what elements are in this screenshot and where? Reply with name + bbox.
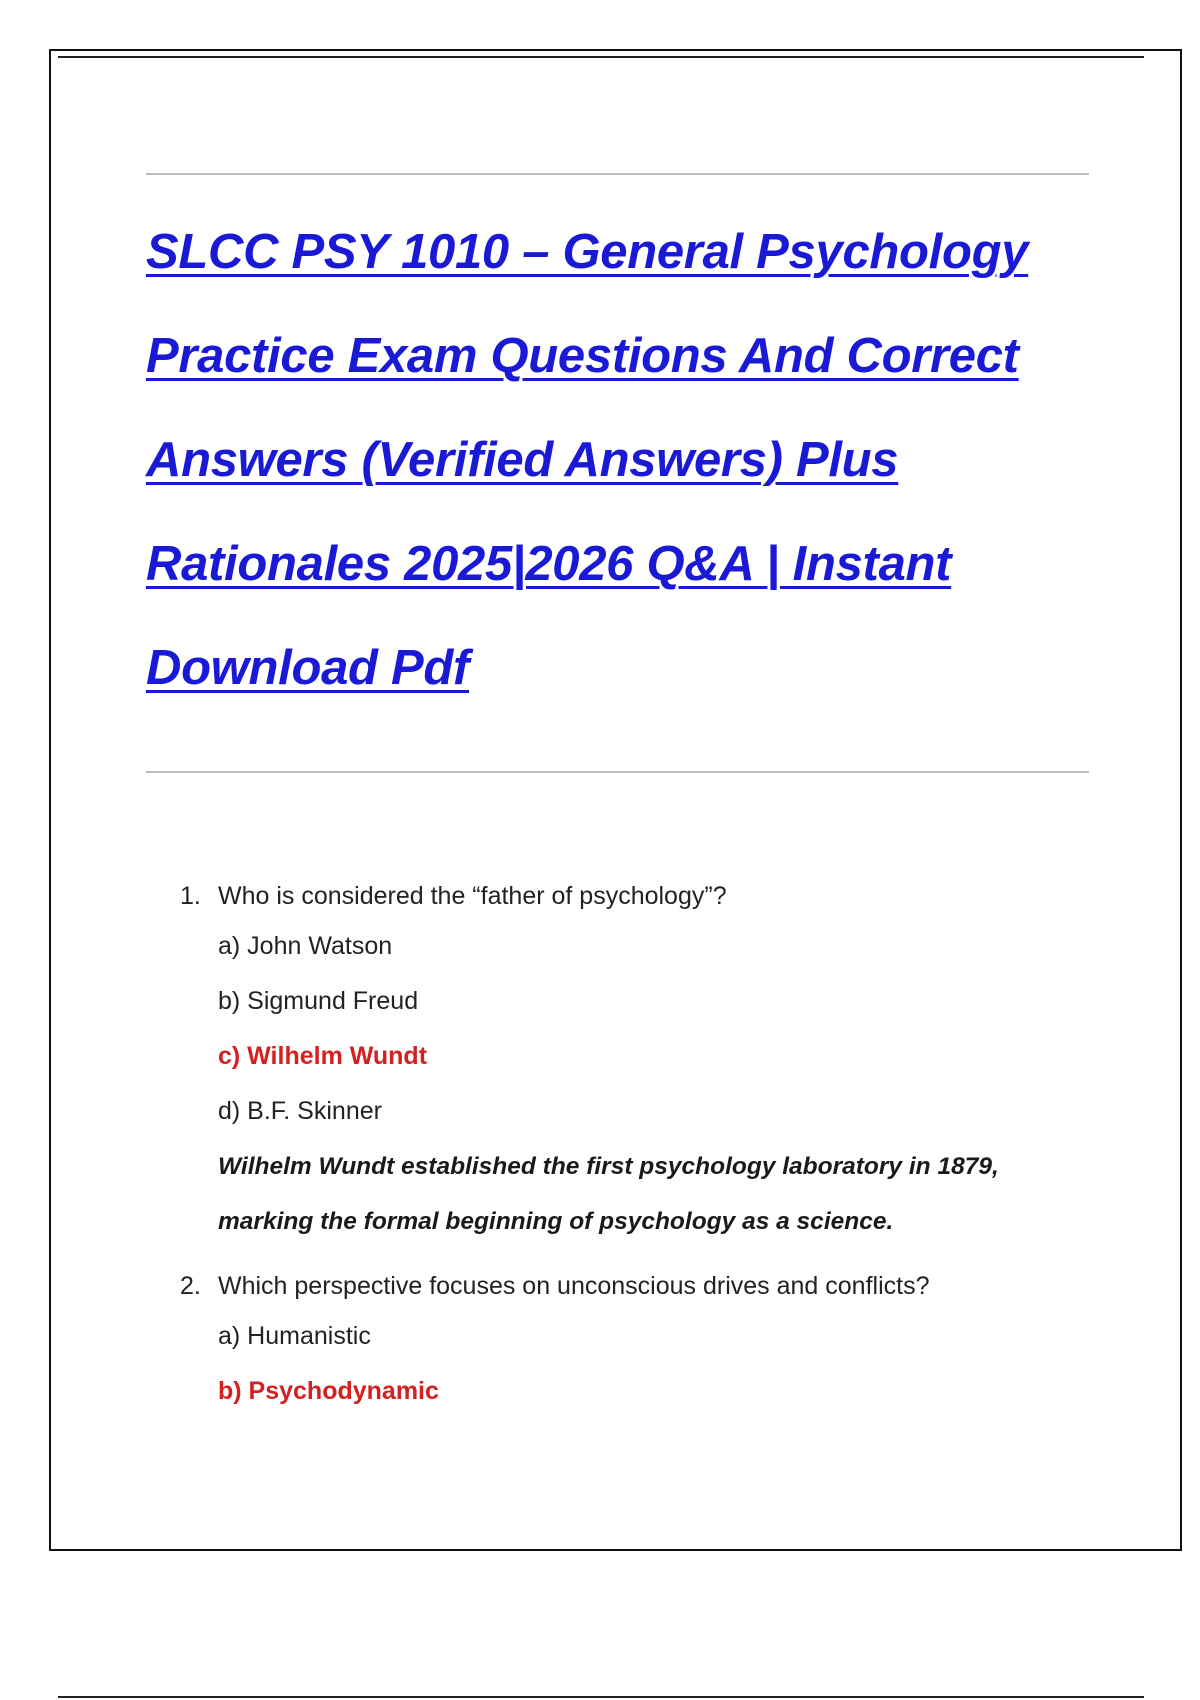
frame-top-rule — [58, 56, 1144, 58]
question-item — [180, 873, 1080, 1249]
question-text — [180, 873, 1080, 919]
correct-answer-option: b) Psychodynamic — [218, 1377, 439, 1405]
next-page-top-rule — [58, 1696, 1144, 1698]
answer-rationale: Wilhelm Wundt established the first psychology laboratory in 1879, marking the formal beginning of psychology as a science. — [218, 1153, 999, 1235]
question-number: 2. — [180, 1271, 201, 1300]
answer-option: a) Humanistic — [218, 1322, 371, 1350]
document-title-link[interactable]: SLCC PSY 1010 – General Psychology Practice Exam Questions And Correct Answers (Verified Answers) Plus Rationales 2025|2026 Q&A | Instant Download Pdf — [146, 225, 1029, 695]
question-number: 1. — [180, 881, 201, 910]
question-prompt: Who is considered the “father of psychology”? — [218, 881, 727, 910]
question-text — [180, 1263, 1080, 1309]
question-item — [180, 1263, 1080, 1419]
title-divider-bottom — [146, 771, 1089, 773]
answer-option: a) John Watson — [218, 932, 393, 960]
question-list — [180, 873, 1080, 1419]
answer-option: b) Sigmund Freud — [218, 987, 419, 1015]
title-divider-top — [146, 173, 1089, 175]
correct-answer-option: c) Wilhelm Wundt — [218, 1042, 428, 1070]
question-prompt: Which perspective focuses on unconscious drives and conflicts? — [218, 1271, 930, 1300]
answer-option: d) B.F. Skinner — [218, 1097, 382, 1125]
